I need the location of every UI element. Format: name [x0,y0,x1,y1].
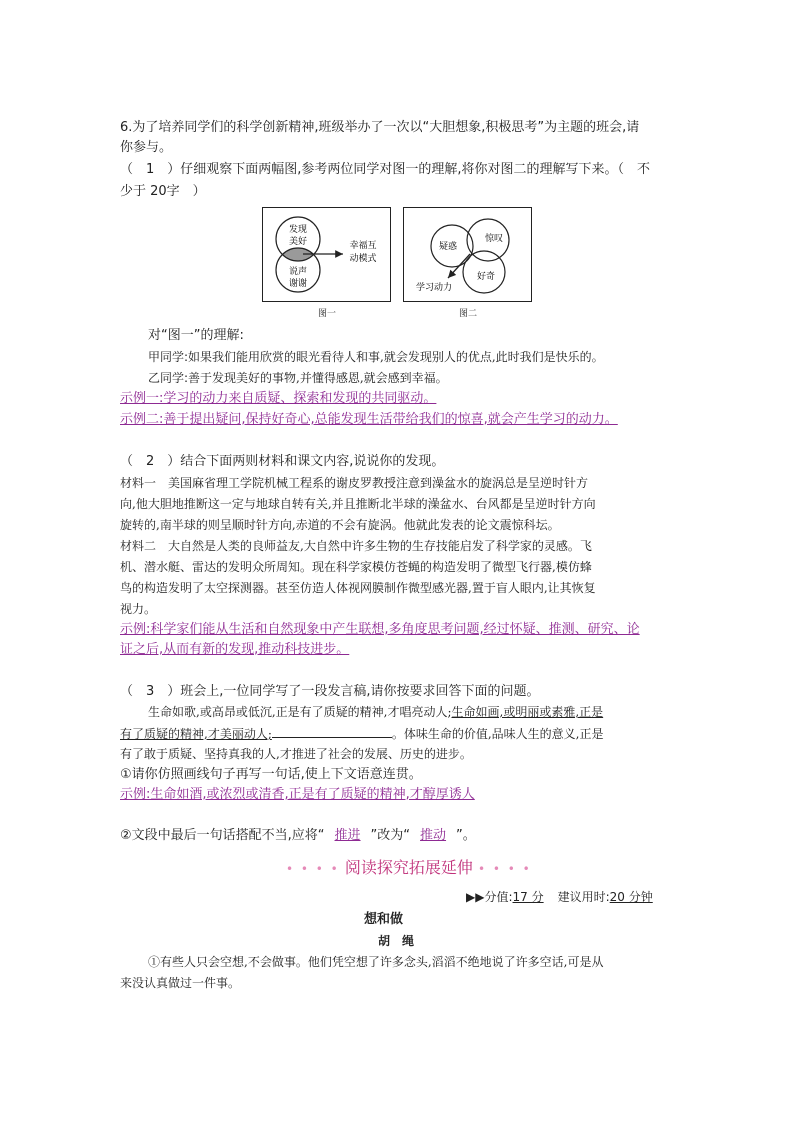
material-1-line3: 旋转的,南半球的则呈顺时针方向,赤道的不会有旋涡。他就此发表的论文震惊科坛。 [120,518,560,532]
understanding-title: 对“图一”的理解: [148,328,244,343]
time-value: 20 分钟 [609,890,653,904]
label-curiosity: 好奇 [476,272,496,282]
reading-para1-line2: 来没认真做过一件事。 [120,976,241,990]
answer-example-3-line2: 证之后,从而有新的发现,推动科技进步。 [120,642,350,657]
label-doubt: 疑惑 [438,242,458,252]
sub-question-2-text-c: ”。 [456,828,476,843]
material-2-line4: 视力。 [120,602,157,616]
student-a [148,347,604,367]
speech-underlined-sentence-end: 有了质疑的精神,才美丽动人; [120,727,272,741]
time-label: 建议用时: [557,890,610,904]
part-3-prompt: （ 3 ）班会上,一位同学写了一段发言稿,请你按要求回答下面的问题。 [120,684,540,699]
banner-dots-left: • • • • [286,862,340,876]
figure-1 [262,207,391,302]
answer-example-2: 示例二:善于提出疑问,保持好奇心,总能发现生活带给我们的惊喜,就会产生学习的动力。 [120,412,618,427]
material-1-line1: 材料一 美国麻省理工学院机械工程系的谢皮罗教授注意到澡盆水的旋涡总是呈逆时针方 [120,476,589,490]
part-1-prompt-line2: 少于 20字 ） [120,184,206,199]
material-2-line1: 材料二 大自然是人类的良师益友,大自然中许多生物的生存技能启发了科学家的灵感。飞 [120,539,592,553]
score-value: 17 分 [512,890,544,904]
student-b [148,368,448,388]
sub-question-2-text-a: ②文段中最后一句话搭配不当,应将“ [120,828,325,843]
sub-question-2 [120,826,476,846]
label-learning-motivation: 学习动力 [415,283,453,293]
part-2-prompt: （ 2 ）结合下面两则材料和课文内容,说说你的发现。 [120,454,445,469]
section-banner-title: 阅读探究拓展延伸 [344,858,473,877]
answer-example-3-line1: 示例:科学家们能从生活和自然现象中产生联想,多角度思考问题,经过怀疑、推测、研究、论 [120,622,640,637]
speech-line1-text: 生命如歌,或高昂或低沉,正是有了质疑的精神,才唱亮动人; [148,705,452,719]
part-1-prompt-line1: （ 1 ）仔细观察下面两幅图,参考两位同学对图一的理解,将你对图二的理解写下来。（ 不 [120,162,651,177]
result-label-1: 幸福互 [349,241,377,251]
sub-question-2-text-b: ”改为“ [370,828,411,843]
speech-line2 [120,723,604,744]
student-a-label: 甲同学: [148,350,189,364]
figure-1-diagram [263,208,390,301]
reading-title: 想和做 [364,912,404,927]
score-label: ▶▶分值: [466,890,513,904]
circle-bottom-label-2: 谢谢 [288,279,308,289]
speech-line3: 有了敢于质疑、坚持真我的人,才推进了社会的发展、历史的进步。 [120,747,472,761]
reading-author: 胡 绳 [378,934,415,948]
material-2-line2: 机、潜水艇、雷达的发明众所周知。现在科学家模仿苍蝇的构造发明了微型飞行器,模仿蜂 [120,560,592,574]
figure-1-caption: 图一 [318,309,337,319]
answer-word-2: 推动 [420,828,447,843]
label-wonder: 惊叹 [484,234,504,244]
score-time-info [466,887,653,907]
banner-dots-right: • • • • [477,862,532,876]
material-2-line3: 鸟的构造发明了太空探测器。甚至仿造人体视网膜制作微型感光器,置于盲人眼内,让其恢复 [120,581,596,595]
reading-para1-line1: ①有些人只会空想,不会做事。他们凭空想了许多念头,滔滔不绝地说了许多空话,可是从 [148,955,604,969]
student-a-text: 如果我们能用欣赏的眼光看待人和事,就会发现别人的优点,此时我们是快乐的。 [188,350,604,364]
answer-word-1: 推进 [334,828,361,843]
speech-blank [272,723,392,738]
circle-top-label-2: 美好 [288,237,308,247]
question-6-intro-line1: 6.为了培养同学们的科学创新精神,班级举办了一次以“大胆想象,积极思考”为主题的班会,请 [120,120,640,135]
answer-example-1: 示例一:学习的动力来自质疑、探索和发现的共同驱动。 [120,391,437,406]
speech-line1 [148,702,603,722]
question-6-intro-line2: 你参与。 [120,140,173,155]
circle-bottom-label-1: 说声 [288,267,308,277]
speech-underlined-sentence: 生命如画,或明丽或素雅,正是 [451,705,604,719]
sub-question-1: ①请你仿照画线句子再写一句话,使上下文语意连贯。 [120,767,422,782]
section-banner [286,856,532,881]
arrow [448,254,470,278]
material-1-line2: 向,他大胆地推断这一定与地球自转有关,并且推断北半球的澡盆水、台风都是呈逆时针方向 [120,497,596,511]
figure-2-caption: 图二 [459,309,478,319]
answer-example-4: 示例:生命如酒,或浓烈或清香,正是有了质疑的精神,才醇厚诱人 [120,787,475,802]
circle-top-label-1: 发现 [288,225,308,235]
student-b-label: 乙同学: [148,371,189,385]
figure-2-diagram [404,208,531,301]
figure-2 [403,207,532,302]
speech-line2-text: 。体味生命的价值,品味人生的意义,正是 [391,727,604,741]
result-label-2: 动模式 [349,254,377,264]
student-b-text: 善于发现美好的事物,并懂得感恩,就会感到幸福。 [188,371,448,385]
